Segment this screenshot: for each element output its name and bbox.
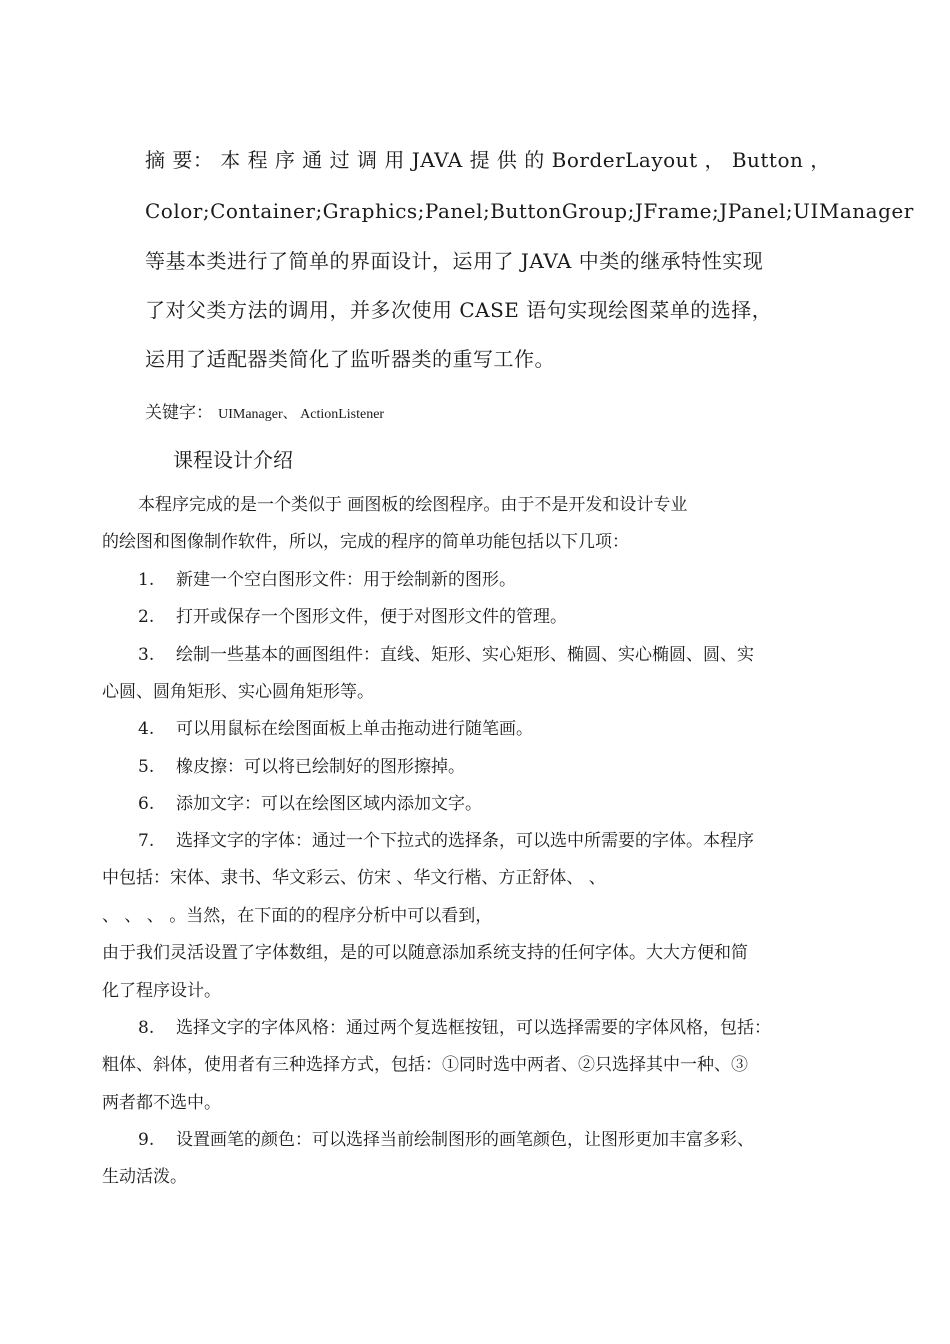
list-item-text: 橡皮擦：可以将已绘制好的图形擦掉。	[176, 757, 465, 777]
list-item-continuation: 由于我们灵活设置了字体数组，是的可以随意添加系统支持的任何字体。大大方便和简	[102, 943, 748, 963]
list-item	[138, 572, 516, 589]
list-item-number: 8.	[138, 1018, 155, 1038]
list-item-continuation: 、 、 、 。当然，在下面的的程序分析中可以看到，	[102, 906, 493, 926]
list-item	[138, 1020, 771, 1037]
abstract-line: 运用了适配器类简化了监听器类的重写工作。	[145, 347, 555, 371]
list-item-number: 6.	[138, 794, 155, 814]
section-title: 课程设计介绍	[173, 448, 293, 472]
list-item-text: 可以用鼠标在绘图面板上单击拖动进行随笔画。	[176, 719, 533, 739]
intro-line: 本程序完成的是一个类似于 画图板的绘图程序。由于不是开发和设计专业	[138, 495, 688, 515]
list-item-number: 5.	[138, 757, 155, 777]
keywords	[145, 405, 384, 422]
list-item-text: 新建一个空白图形文件：用于绘制新的图形。	[176, 570, 516, 590]
list-item-number: 1.	[138, 570, 155, 590]
list-item-continuation: 化了程序设计。	[102, 981, 221, 1001]
abstract-line: 等基本类进行了简单的界面设计，运用了 JAVA 中类的继承特性实现	[145, 249, 764, 273]
abstract-line: 了对父类方法的调用，并多次使用 CASE 语句实现绘图菜单的选择，	[145, 298, 773, 322]
list-item-number: 7.	[138, 831, 155, 851]
list-item	[138, 796, 482, 813]
list-item	[138, 833, 754, 850]
list-item-text: 选择文字的字体：通过一个下拉式的选择条，可以选中所需要的字体。本程序	[176, 831, 754, 851]
abstract-line: Color;Container;Graphics;Panel;ButtonGroup;JFrame;JPanel;UIManager	[145, 199, 914, 223]
intro-line: 的绘图和图像制作软件，所以，完成的程序的简单功能包括以下几项：	[102, 532, 629, 552]
list-item-continuation: 粗体、斜体，使用者有三种选择方式，包括：①同时选中两者、②只选择其中一种、③	[102, 1055, 748, 1075]
list-item-text: 打开或保存一个图形文件，便于对图形文件的管理。	[176, 607, 567, 627]
keywords-label: 关键字：	[145, 403, 213, 423]
list-item	[138, 1132, 754, 1149]
list-item	[138, 721, 533, 738]
keywords-value: UIManager、 ActionListener	[218, 407, 385, 422]
list-item-text: 设置画笔的颜色：可以选择当前绘制图形的画笔颜色，让图形更加丰富多彩、	[176, 1130, 754, 1150]
list-item	[138, 609, 567, 626]
list-item-number: 4.	[138, 719, 155, 739]
list-item-text: 选择文字的字体风格：通过两个复选框按钮，可以选择需要的字体风格，包括：	[176, 1018, 771, 1038]
list-item	[138, 759, 465, 776]
list-item-number: 9.	[138, 1130, 155, 1150]
list-item-continuation: 中包括：宋体、隶书、华文彩云、仿宋 、华文行楷、方正舒体、 、	[102, 868, 606, 888]
list-item-continuation: 生动活泼。	[102, 1167, 187, 1187]
list-item-continuation: 两者都不选中。	[102, 1093, 221, 1113]
list-item-text: 添加文字：可以在绘图区域内添加文字。	[176, 794, 482, 814]
list-item	[138, 647, 754, 664]
list-item-continuation: 心圆、圆角矩形、实心圆角矩形等。	[102, 682, 374, 702]
list-item-text: 绘制一些基本的画图组件：直线、矩形、实心矩形、椭圆、实心椭圆、圆、实	[176, 645, 754, 665]
list-item-number: 3.	[138, 645, 155, 665]
abstract-line: 摘 要： 本 程 序 通 过 调 用 JAVA 提 供 的 BorderLayout ， Button ，	[145, 148, 831, 172]
list-item-number: 2.	[138, 607, 155, 627]
